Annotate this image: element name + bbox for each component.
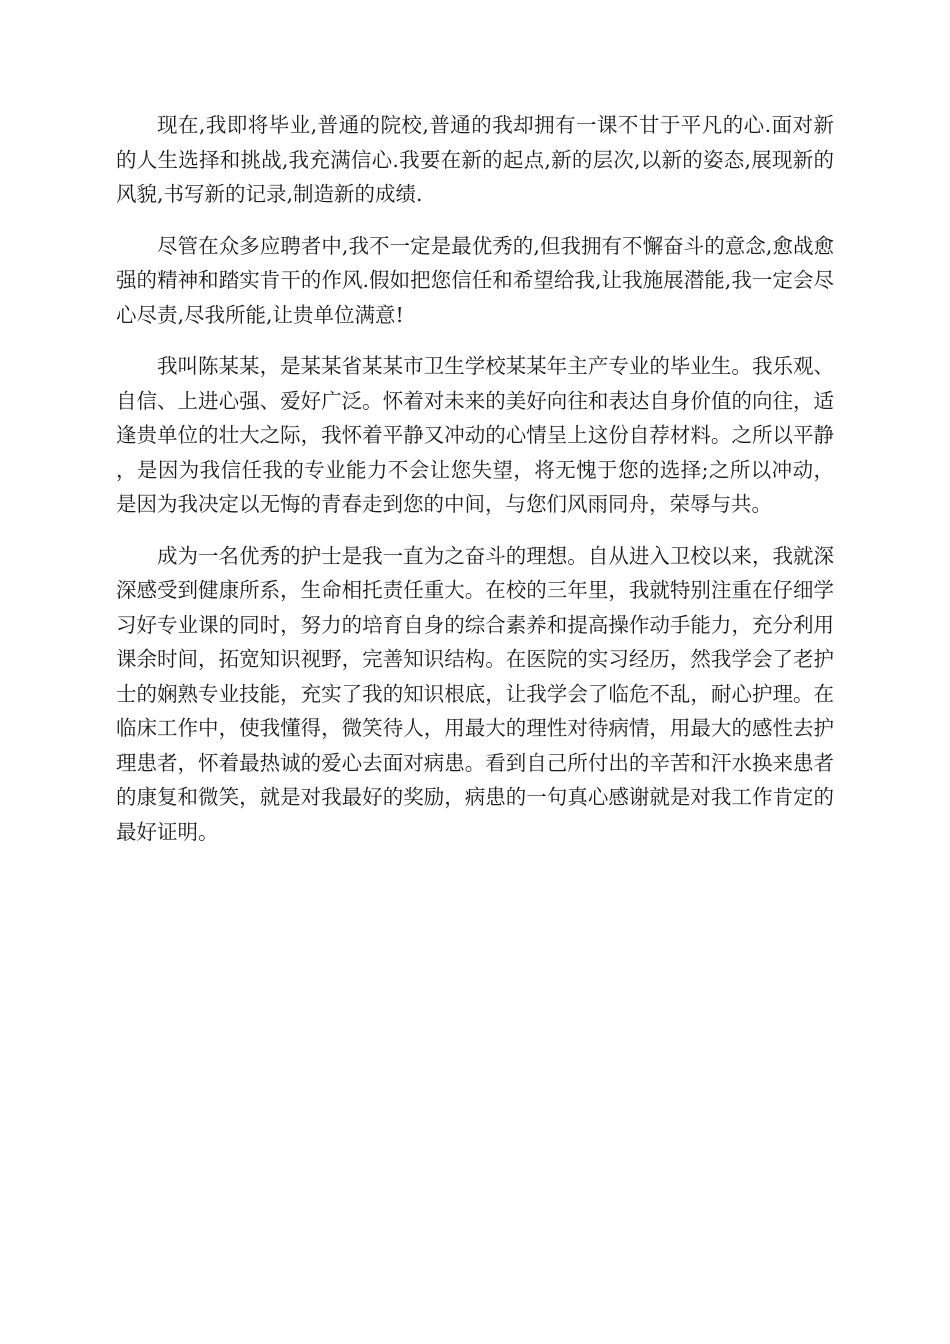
paragraph-graduation: 现在,我即将毕业,普通的院校,普通的我却拥有一课不甘于平凡的心.面对新的人生选择和挑战,我充满信心.我要在新的起点,新的层次,以新的姿态,展现新的风貌,书写新的记录,制造新的成绩.	[116, 113, 834, 206]
paragraph-nursing-ideal: 成为一名优秀的护士是我一直为之奋斗的理想。自从进入卫校以来，我就深深感受到健康所系，生命相托责任重大。在校的三年里，我就特别注重在仔细学习好专业课的同时，努力的培育自身的综合素养和提高操作动手能力，充分利用课余时间，拓宽知识视野，完善知识结构。在医院的实习经历，然我学会了老护士的娴熟专业技能，充实了我的知识根底，让我学会了临危不乱，耐心护理。在临床工作中，使我懂得，微笑待人，用最大的理性对待病情，用最大的感性去护理患者，怀着最热诚的爱心去面对病患。看到自己所付出的辛苦和汗水换来患者的康复和微笑，就是对我最好的奖励，病患的一句真心感谢就是对我工作肯定的最好证明。	[116, 543, 834, 844]
document-body	[116, 108, 834, 866]
paragraph-commitment: 尽管在众多应聘者中,我不一定是最优秀的,但我拥有不懈奋斗的意念,愈战愈强的精神和踏实肯干的作风.假如把您信任和希望给我,让我施展潜能,我一定会尽心尽责,尽我所能,让贵单位满意!	[116, 233, 834, 327]
paragraph-self-introduction: 我叫陈某某，是某某省某某市卫生学校某某年主产专业的毕业生。我乐观、自信、上进心强、爱好广泛。怀着对未来的美好向往和表达自身价值的向往，适逢贵单位的壮大之际，我怀着平静又冲动的心情呈上这份自荐材料。之所以平静，是因为我信任我的专业能力不会让您失望，将无愧于您的选择;之所以冲动，是因为我决定以无悔的青春走到您的中间，与您们风雨同舟，荣辱与共。	[116, 354, 834, 516]
